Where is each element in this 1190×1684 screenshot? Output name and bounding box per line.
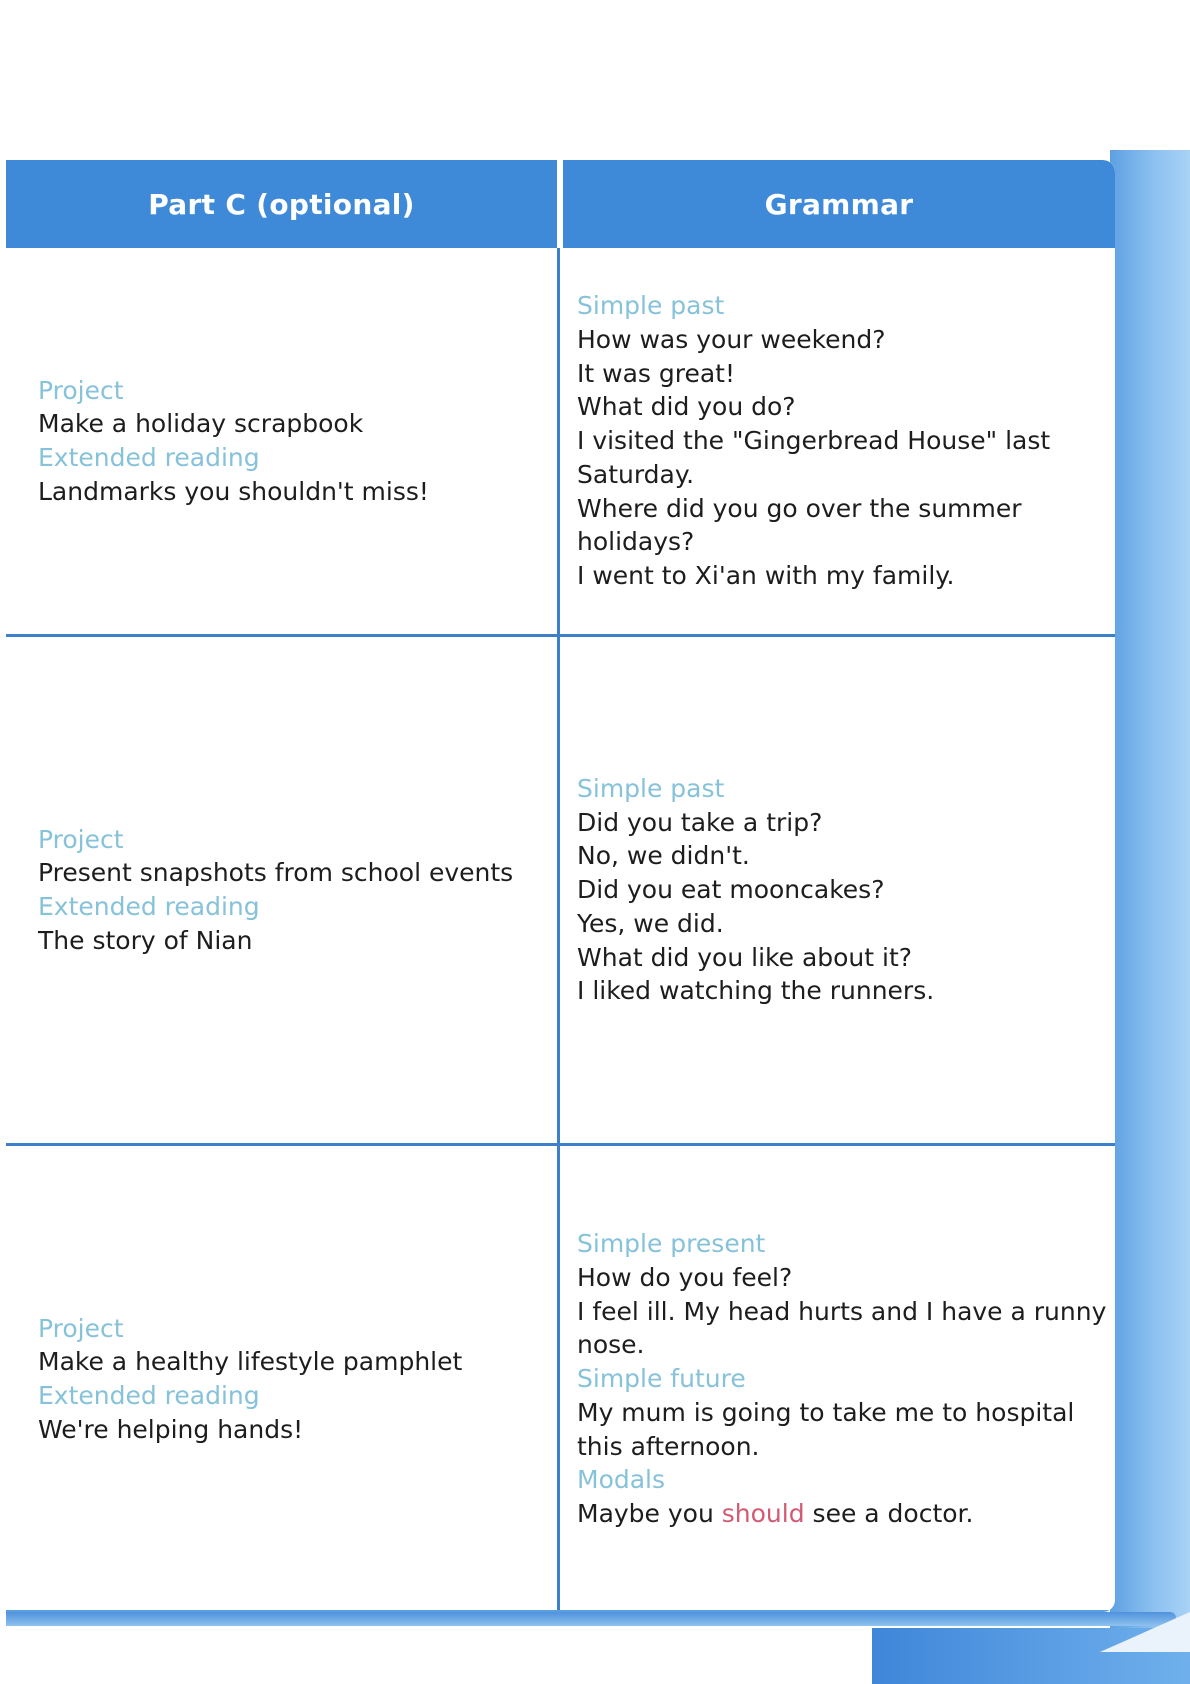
part-c-cell-1 — [38, 248, 548, 634]
modals-text-after: see a doctor. — [804, 1498, 974, 1528]
grammar-line: What did you do? — [577, 392, 796, 422]
extended-reading-label: Extended reading — [38, 443, 260, 472]
project-label: Project — [38, 824, 124, 854]
project-text: Make a healthy lifestyle pamphlet — [38, 1347, 463, 1377]
simple-present-label: Simple present — [577, 1229, 766, 1259]
table-bottom-rule — [6, 1610, 1115, 1612]
extended-reading-label: Extended reading — [38, 892, 260, 921]
grammar-line: It was great! — [577, 358, 735, 388]
grammar-line: Yes, we did. — [577, 908, 724, 938]
grammar-line: My mum is going to take me to hospital this afternoon. — [577, 1397, 1075, 1461]
decorative-side-band — [1110, 150, 1190, 1640]
extended-reading-label: Extended reading — [38, 1381, 260, 1410]
project-label: Project — [38, 375, 124, 405]
column-divider — [557, 248, 560, 1612]
grammar-line: Did you take a trip? — [577, 807, 823, 837]
curriculum-table — [6, 160, 1115, 1612]
grammar-line: I liked watching the runners. — [577, 976, 935, 1006]
part-c-cell-3 — [38, 1146, 548, 1612]
grammar-line: Where did you go over the summer holidays? — [577, 493, 1022, 557]
project-text: Make a holiday scrapbook — [38, 409, 364, 439]
header-part-c: Part C (optional) — [148, 187, 415, 221]
extended-reading-text: Landmarks you shouldn't miss! — [38, 476, 429, 506]
grammar-line: How do you feel? — [577, 1263, 793, 1293]
grammar-cell-2 — [577, 637, 1109, 1143]
grammar-cell-3 — [577, 1146, 1109, 1612]
table-header — [6, 160, 1115, 248]
grammar-line: I visited the "Gingerbread House" last Saturday. — [577, 426, 1051, 489]
grammar-line: No, we didn't. — [577, 841, 750, 871]
header-grammar: Grammar — [764, 187, 914, 221]
grammar-label: Simple past — [577, 774, 725, 804]
modals-label: Modals — [577, 1465, 666, 1495]
grammar-line: How was your weekend? — [577, 325, 886, 355]
grammar-line: What did you like about it? — [577, 942, 913, 972]
modals-sentence — [577, 1497, 1109, 1531]
simple-future-label: Simple future — [577, 1364, 746, 1394]
grammar-line: I feel ill. My head hurts and I have a runny nose. — [577, 1296, 1107, 1360]
grammar-line: Did you eat mooncakes? — [577, 875, 885, 905]
modals-text-before: Maybe you — [577, 1498, 722, 1528]
project-text: Present snapshots from school events — [38, 858, 514, 888]
grammar-cell-1 — [577, 248, 1109, 634]
extended-reading-text: The story of Nian — [38, 925, 253, 955]
project-label: Project — [38, 1313, 124, 1343]
extended-reading-text: We're helping hands! — [38, 1414, 304, 1444]
grammar-label: Simple past — [577, 291, 725, 321]
part-c-cell-2 — [38, 637, 548, 1143]
decorative-bottom-band — [6, 1612, 1176, 1626]
grammar-line: I went to Xi'an with my family. — [577, 560, 955, 590]
modal-verb-highlight: should — [721, 1498, 805, 1528]
